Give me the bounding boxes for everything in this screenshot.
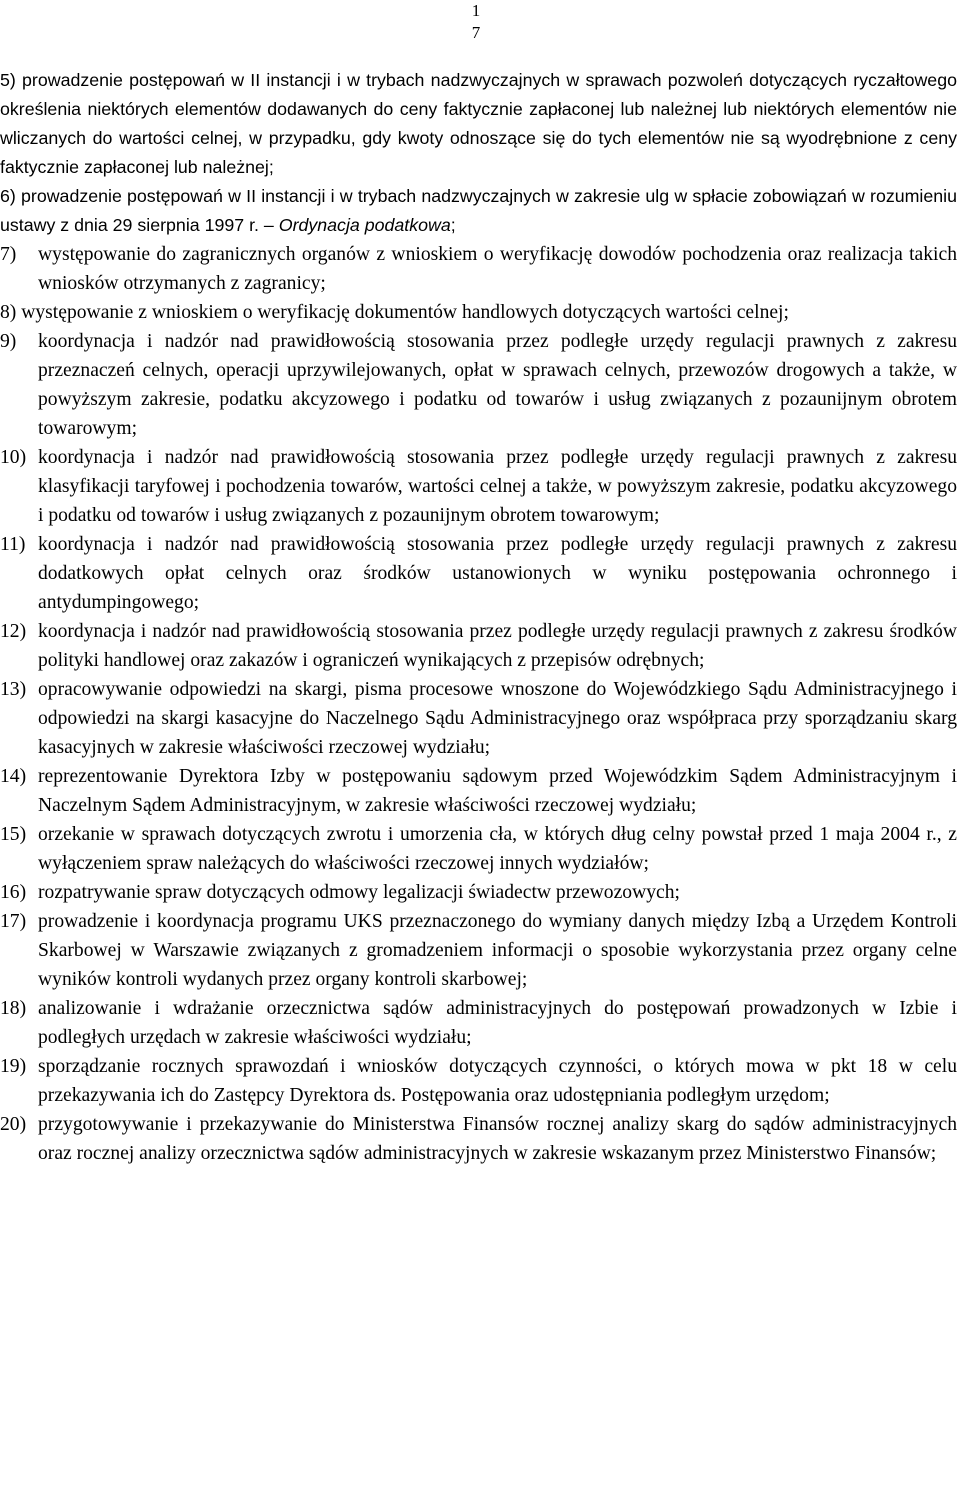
- list-item-6: [0, 182, 957, 240]
- item-text: przygotowywanie i przekazywanie do Ministerstwa Finansów rocznej analizy skarg do sądów administracyjnych oraz rocznej analizy orzecznictwa sądów administracyjnych w zakresie wskazanym przez Ministerstwo Finansów;: [38, 1114, 957, 1164]
- item-number: 15): [0, 824, 27, 845]
- item-number: 19): [0, 1056, 27, 1077]
- list-item-14: [0, 762, 957, 820]
- list-item-8: [0, 298, 957, 327]
- item-text: koordynacja i nadzór nad prawidłowością stosowania przez podległe urzędy regulacji prawnych z zakresu środków polityki handlowej oraz zakazów i ograniczeń wynikających z przepisów odrębnych;: [38, 621, 957, 671]
- item-text: reprezentowanie Dyrektora Izby w postępowaniu sądowym przed Wojewódzkim Sądem Administracyjnym i Naczelnym Sądem Administracyjnym, w zakresie właściwości rzeczowej wydziału;: [38, 766, 957, 816]
- item-text: koordynacja i nadzór nad prawidłowością stosowania przez podległe urzędy regulacji prawnych z zakresu klasyfikacji taryfowej i pochodzenia towarów, wartości celnej a także, w powyższym zakresie, podatku akcyzowego i podatku od towarów i usług związanych z pozaunijnym obrotem towarowym;: [38, 447, 957, 526]
- item-text: analizowanie i wdrażanie orzecznictwa sądów administracyjnych do postępowań prowadzonych w Izbie i podległych urzędach w zakresie właściwości wydziału;: [38, 998, 957, 1048]
- item-number: 6): [0, 186, 16, 206]
- document-body: [0, 66, 957, 1168]
- item-text: występowanie z wnioskiem o weryfikację dokumentów handlowych dotyczących wartości celnej;: [21, 302, 789, 323]
- item-number: 17): [0, 911, 27, 932]
- item-number: 13): [0, 679, 27, 700]
- list-item-9: [0, 327, 957, 443]
- list-item-10: [0, 443, 957, 530]
- list-item-16: [0, 878, 957, 907]
- list-item-11: [0, 530, 957, 617]
- item-number: 7): [0, 244, 17, 265]
- list-item-20: [0, 1110, 957, 1168]
- item-text: koordynacja i nadzór nad prawidłowością stosowania przez podległe urzędy regulacji prawnych z zakresu dodatkowych opłat celnych oraz środków ustanowionych w wyniku postępowania ochronnego i antydumpingowego;: [38, 534, 957, 613]
- list-item-19: [0, 1052, 957, 1110]
- list-item-17: [0, 907, 957, 994]
- item-number: 12): [0, 621, 27, 642]
- item-text-tail: ;: [450, 215, 456, 235]
- list-item-15: [0, 820, 957, 878]
- item-text: występowanie do zagranicznych organów z wnioskiem o weryfikację dowodów pochodzenia oraz realizacja takich wniosków otrzymanych z zagranicy;: [38, 244, 957, 294]
- item-number: 9): [0, 331, 17, 352]
- item-text: prowadzenie postępowań w II instancji i w trybach nadzwyczajnych w zakresie ulg w spłacie zobowiązań w rozumieniu ustawy z dnia 29 sierpnia 1997 r. –: [0, 186, 957, 235]
- item-number: 18): [0, 998, 27, 1019]
- item-number: 5): [0, 70, 16, 90]
- list-item-5: [0, 66, 957, 182]
- item-number: 14): [0, 766, 27, 787]
- item-text: orzekanie w sprawach dotyczących zwrotu i umorzenia cła, w których dług celny powstał przed 1 maja 2004 r., z wyłączeniem spraw należących do właściwości rzeczowej innych wydziałów;: [38, 824, 957, 874]
- item-text: koordynacja i nadzór nad prawidłowością stosowania przez podległe urzędy regulacji prawnych z zakresu przeznaczeń celnych, operacji uprzywilejowanych, opłat w sprawach celnych, przewozów drogowych a także, w powyższym zakresie, podatku akcyzowego i podatku od towarów i usług związanych z pozaunijnym obrotem towarowym;: [38, 331, 957, 439]
- item-number: 11): [0, 534, 26, 555]
- item-text: rozpatrywanie spraw dotyczących odmowy legalizacji świadectw przewozowych;: [38, 882, 680, 903]
- item-text: opracowywanie odpowiedzi na skargi, pisma procesowe wnoszone do Wojewódzkiego Sądu Administracyjnego i odpowiedzi na skargi kasacyjne do Naczelnego Sądu Administracyjnego oraz współpraca przy sporządzaniu skarg kasacyjnych w zakresie właściwości rzeczowej wydziału;: [38, 679, 957, 758]
- page-number: [468, 0, 484, 44]
- item-number: 10): [0, 447, 27, 468]
- item-text: prowadzenie postępowań w II instancji i w trybach nadzwyczajnych w sprawach pozwoleń dotyczących ryczałtowego określenia niektórych elementów dodawanych do ceny faktycznie zapłaconej lub należnej lub niektórych elementów nie wliczanych do wartości celnej, w przypadku, gdy kwoty odnoszące się do tych elementów nie są wyodrębnione z ceny faktycznie zapłaconej lub należnej;: [0, 70, 957, 177]
- page-number-bottom: 7: [471, 23, 481, 42]
- item-number: 20): [0, 1114, 27, 1135]
- list-item-12: [0, 617, 957, 675]
- item-number: 8): [0, 302, 17, 323]
- item-text-italic: Ordynacja podatkowa: [278, 215, 451, 235]
- item-text: sporządzanie rocznych sprawozdań i wniosków dotyczących czynności, o których mowa w pkt 18 w celu przekazywania ich do Zastępcy Dyrektora ds. Postępowania oraz udostępniania podległym urzędom;: [38, 1056, 957, 1106]
- item-text: prowadzenie i koordynacja programu UKS przeznaczonego do wymiany danych między Izbą a Urzędem Kontroli Skarbowej w Warszawie związanych z gromadzeniem informacji o sposobie wykorzystania przez organy celne wyników kontroli wydanych przez organy kontroli skarbowej;: [38, 911, 957, 990]
- page-number-top: 1: [471, 1, 481, 20]
- list-item-18: [0, 994, 957, 1052]
- item-number: 16): [0, 882, 27, 903]
- list-item-13: [0, 675, 957, 762]
- list-item-7: [0, 240, 957, 298]
